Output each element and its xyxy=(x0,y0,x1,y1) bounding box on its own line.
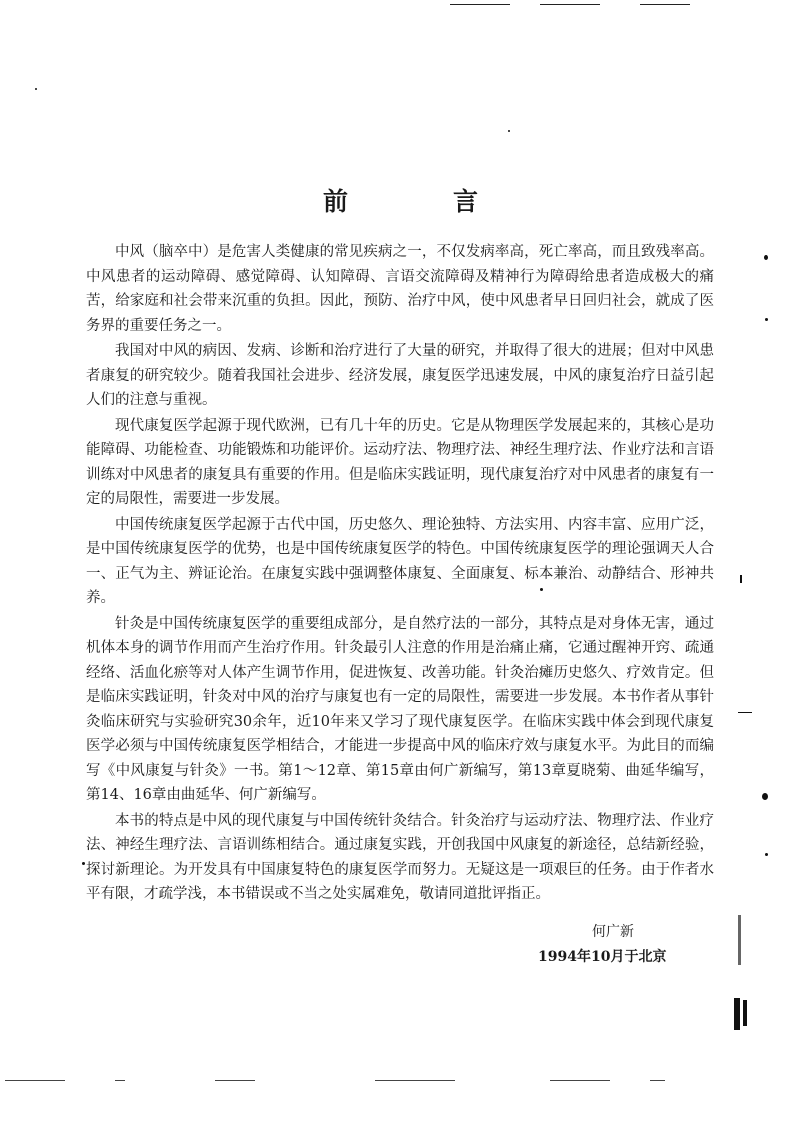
scan-rule-bottom xyxy=(5,1080,65,1081)
paragraph: 中风（脑卒中）是危害人类健康的常见疾病之一，不仅发病率高，死亡率高，而且致残率高。中风患者的运动障碍、感觉障碍、认知障碍、言语交流障碍及精神行为障碍给患者造成极大的痛苦，给家庭和社会带来沉重的负担。因此，预防、治疗中风，使中风患者早日回归社会，就成了医务界的重要任务之一。 xyxy=(86,244,714,334)
paragraph: 针灸是中国传统康复医学的重要组成部分，是自然疗法的一部分，其特点是对身体无害，通过机体本身的调节作用而产生治疗作用。针灸最引人注意的作用是治痛止痛，它通过醒神开窍、疏通经络、活血化瘀等对人体产生调节作用，促进恢复、改善功能。针灸治瘫历史悠久、疗效肯定。但是临床实践证明，针灸对中风的治疗与康复也有一定的局限性，需要进一步发展。本书作者从事针灸临床研究与实验研究30余年，近10年来又学习了现代康复医学。在临床实践中体会到现代康复医学必须与中国传统康复医学相结合，才能进一步提高中风的临床疗效与康复水平。为此目的而编写《中风康复与针灸》一书。第1～12章、第15章由何广新编写，第13章夏晓菊、曲延华编写，第14、16章由曲延华、何广新编写。 xyxy=(86,615,714,803)
scan-edge-mark xyxy=(738,915,741,965)
page-title: 前 言 xyxy=(322,187,518,216)
scan-edge-mark xyxy=(743,1000,747,1026)
scan-speck xyxy=(764,255,768,260)
scan-speck xyxy=(762,793,768,800)
scan-speck xyxy=(765,318,768,321)
scan-rule-bottom xyxy=(550,1080,610,1081)
scan-speck xyxy=(35,88,37,90)
scan-rule-top xyxy=(540,4,600,5)
preface-body xyxy=(86,240,714,908)
scan-rule-bottom xyxy=(650,1080,665,1081)
scan-speck xyxy=(508,130,510,132)
scan-rule-top xyxy=(450,4,510,5)
scan-rule-bottom xyxy=(215,1080,255,1081)
scan-speck xyxy=(765,853,768,856)
paragraph: 现代康复医学起源于现代欧洲，已有几十年的历史。它是从物理医学发展起来的，其核心是功能障碍、功能检查、功能锻炼和功能评价。运动疗法、物理疗法、神经生理疗法、作业疗法和言语训练对中风患者的康复具有重要的作用。但是临床实践证明，现代康复治疗对中风患者的康复有一定的局限性，需要进一步发展。 xyxy=(86,417,714,507)
paragraph: 中国传统康复医学起源于古代中国，历史悠久、理论独特、方法实用、内容丰富、应用广泛，是中国传统康复医学的优势，也是中国传统康复医学的特色。中国传统康复医学的理论强调天人合一、正气为主、辨证论治。在康复实践中强调整体康复、全面康复、标本兼治、动静结合、形神共养。 xyxy=(86,516,714,606)
scan-speck xyxy=(82,862,85,865)
signature-block xyxy=(500,920,700,970)
scan-rule-bottom xyxy=(115,1080,125,1081)
scan-edge-mark xyxy=(740,575,742,583)
scan-rule-bottom xyxy=(375,1080,455,1081)
author-name: 何广新 xyxy=(592,924,634,940)
scan-rule-top xyxy=(640,4,690,5)
date-place: 1994年10月于北京 xyxy=(538,949,667,965)
scan-edge-mark xyxy=(734,998,740,1030)
scan-edge-mark xyxy=(738,712,752,713)
paragraph: 本书的特点是中风的现代康复与中国传统针灸结合。针灸治疗与运动疗法、物理疗法、作业疗法、神经生理疗法、言语训练相结合。通过康复实践，开创我国中风康复的新途径，总结新经验，探讨新理论。为开发具有中国康复特色的康复医学而努力。无疑这是一项艰巨的任务。由于作者水平有限，才疏学浅，本书错误或不当之处实属难免，敬请同道批评指正。 xyxy=(86,812,714,902)
paragraph: 我国对中风的病因、发病、诊断和治疗进行了大量的研究，并取得了很大的进展；但对中风患者康复的研究较少。随着我国社会进步、经济发展，康复医学迅速发展，中风的康复治疗日益引起人们的注意与重视。 xyxy=(86,343,714,408)
